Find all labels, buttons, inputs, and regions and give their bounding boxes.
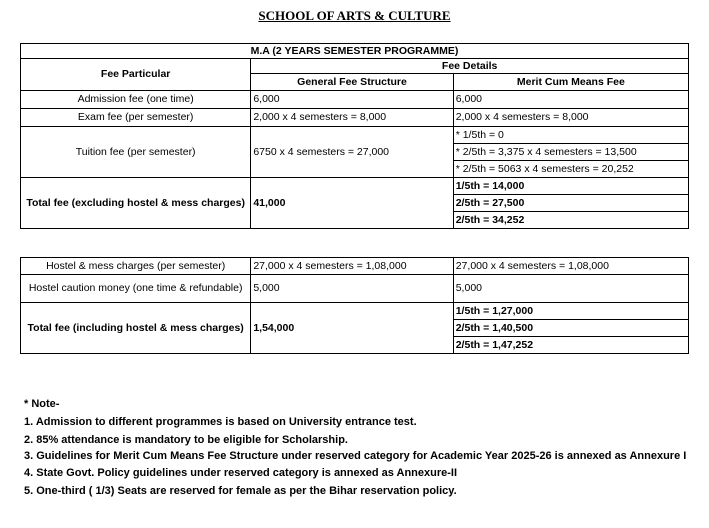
note-item: 5. One-third ( 1/3) Seats are reserved for female as per the Bihar reservation policy. bbox=[24, 485, 457, 497]
note-item: 3. Guidelines for Merit Cum Means Fee Structure under reserved category for Academic Year 2025-26 is annexed as Annexure I bbox=[24, 450, 687, 462]
fee-table-main bbox=[20, 43, 689, 229]
total-excl-general: 41,000 bbox=[251, 178, 453, 229]
hostel-general: 27,000 x 4 semesters = 1,08,000 bbox=[251, 258, 453, 275]
admission-label: Admission fee (one time) bbox=[21, 91, 251, 109]
note-item: 1. Admission to different programmes is based on University entrance test. bbox=[24, 416, 417, 428]
fee-details-header: Fee Details bbox=[251, 59, 689, 74]
total-excl-label: Total fee (excluding hostel & mess charges) bbox=[21, 178, 251, 229]
caution-label: Hostel caution money (one time & refundable) bbox=[21, 275, 251, 303]
total-excl-merit-3: 2/5th = 34,252 bbox=[453, 212, 688, 229]
caution-merit: 5,000 bbox=[453, 275, 688, 303]
hostel-label: Hostel & mess charges (per semester) bbox=[21, 258, 251, 275]
tuition-merit-3: * 2/5th = 5063 x 4 semesters = 20,252 bbox=[453, 161, 688, 178]
note-item: 2. 85% attendance is mandatory to be eligible for Scholarship. bbox=[24, 434, 348, 446]
total-incl-general: 1,54,000 bbox=[251, 303, 453, 354]
exam-label: Exam fee (per semester) bbox=[21, 109, 251, 127]
school-title: SCHOOL OF ARTS & CULTURE bbox=[258, 8, 451, 23]
merit-fee-header: Merit Cum Means Fee bbox=[453, 74, 688, 91]
tuition-merit-1: * 1/5th = 0 bbox=[453, 127, 688, 144]
total-excl-merit-1: 1/5th = 14,000 bbox=[453, 178, 688, 195]
hostel-merit: 27,000 x 4 semesters = 1,08,000 bbox=[453, 258, 688, 275]
caution-general: 5,000 bbox=[251, 275, 453, 303]
notes-heading: * Note- bbox=[24, 398, 60, 410]
total-incl-label: Total fee (including hostel & mess charges) bbox=[21, 303, 251, 354]
total-incl-merit-1: 1/5th = 1,27,000 bbox=[453, 303, 688, 320]
table-row bbox=[21, 258, 689, 275]
tuition-merit-2: * 2/5th = 3,375 x 4 semesters = 13,500 bbox=[453, 144, 688, 161]
table-row bbox=[21, 127, 689, 144]
total-excl-merit-2: 2/5th = 27,500 bbox=[453, 195, 688, 212]
admission-merit: 6,000 bbox=[453, 91, 688, 109]
table-row bbox=[21, 275, 689, 303]
programme-title: M.A (2 YEARS SEMESTER PROGRAMME) bbox=[21, 44, 689, 59]
tuition-label: Tuition fee (per semester) bbox=[21, 127, 251, 178]
table-row bbox=[21, 178, 689, 195]
admission-general: 6,000 bbox=[251, 91, 453, 109]
total-incl-merit-3: 2/5th = 1,47,252 bbox=[453, 337, 688, 354]
table-row bbox=[21, 109, 689, 127]
note-item: 4. State Govt. Policy guidelines under reserved category is annexed as Annexure-II bbox=[24, 467, 458, 479]
fee-particular-header: Fee Particular bbox=[21, 59, 251, 91]
notes-section bbox=[24, 395, 694, 500]
table-row bbox=[21, 303, 689, 320]
fee-table-hostel bbox=[20, 257, 689, 354]
exam-merit: 2,000 x 4 semesters = 8,000 bbox=[453, 109, 688, 127]
total-incl-merit-2: 2/5th = 1,40,500 bbox=[453, 320, 688, 337]
general-fee-header: General Fee Structure bbox=[251, 74, 453, 91]
table-row bbox=[21, 91, 689, 109]
tuition-general: 6750 x 4 semesters = 27,000 bbox=[251, 127, 453, 178]
exam-general: 2,000 x 4 semesters = 8,000 bbox=[251, 109, 453, 127]
